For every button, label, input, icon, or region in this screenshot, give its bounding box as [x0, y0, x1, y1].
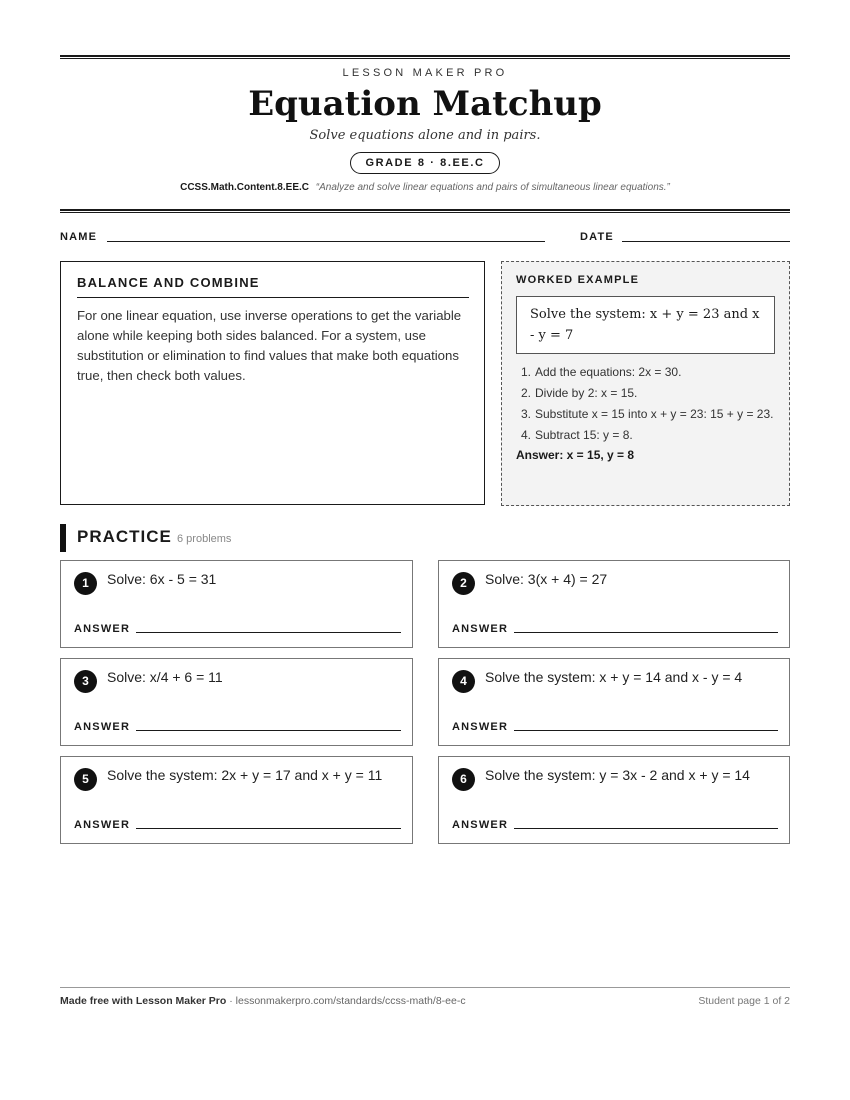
problem-number-badge: 5 [74, 768, 97, 791]
worked-example-step: 1. Add the equations: 2x = 30. [521, 365, 682, 379]
practice-title: PRACTICE [77, 527, 172, 546]
problem-card-5 [60, 756, 413, 844]
problem-card-4 [438, 658, 790, 746]
grade-badge: GRADE 8 · 8.EE.C [350, 152, 499, 174]
problem-number-badge: 6 [452, 768, 475, 791]
footer-credit [60, 995, 466, 1007]
problem-card-3 [60, 658, 413, 746]
name-field[interactable] [107, 241, 545, 242]
worked-example-problem: Solve the system: x + y = 23 and x - y = 7 [516, 296, 775, 354]
answer-label: ANSWER [452, 623, 509, 635]
problem-text: Solve: 3(x + 4) = 27 [485, 571, 608, 587]
standard-line [60, 182, 790, 193]
problem-number-badge: 3 [74, 670, 97, 693]
problem-number-badge: 2 [452, 572, 475, 595]
worked-example-answer: Answer: x = 15, y = 8 [516, 448, 635, 462]
standard-code: CCSS.Math.Content.8.EE.C [180, 182, 309, 193]
footer-rule [60, 987, 790, 988]
page-title: Equation Matchup [248, 84, 602, 124]
answer-field-4[interactable] [514, 730, 778, 731]
answer-field-6[interactable] [514, 828, 778, 829]
page-subtitle: Solve equations alone and in pairs. [309, 128, 541, 143]
answer-label: ANSWER [74, 623, 131, 635]
answer-label: ANSWER [452, 721, 509, 733]
answer-field-3[interactable] [136, 730, 401, 731]
worked-example-step: 4. Subtract 15: y = 8. [521, 428, 633, 442]
answer-label: ANSWER [74, 819, 131, 831]
footer-url[interactable]: lessonmakerpro.com/standards/ccss-math/8-ee-c [235, 995, 466, 1007]
footer-separator: · [226, 995, 236, 1007]
footer-made-with: Made free with Lesson Maker Pro [60, 995, 227, 1007]
worked-example-step: 3. Substitute x = 15 into x + y = 23: 15 + y = 23. [521, 407, 774, 421]
worked-example-title: WORKED EXAMPLE [516, 274, 640, 286]
worksheet-page [60, 0, 790, 1100]
answer-field-1[interactable] [136, 632, 401, 633]
problem-card-6 [438, 756, 790, 844]
practice-count: 6 problems [177, 533, 232, 545]
problem-text: Solve the system: y = 3x - 2 and x + y = 14 [485, 767, 750, 783]
worked-example-step: 2. Divide by 2: x = 15. [521, 386, 638, 400]
problem-card-1 [60, 560, 413, 648]
answer-field-2[interactable] [514, 632, 778, 633]
date-label: DATE [580, 231, 614, 243]
brand-name: LESSON MAKER PRO [342, 67, 508, 79]
concept-title: BALANCE AND COMBINE [77, 275, 469, 298]
concept-box [60, 261, 485, 505]
standard-description: “Analyze and solve linear equations and pairs of simultaneous linear equations.” [315, 182, 670, 193]
practice-accent-bar [60, 524, 66, 552]
problem-text: Solve the system: 2x + y = 17 and x + y = 11 [107, 767, 383, 783]
problem-number-badge: 1 [74, 572, 97, 595]
header-bottom-double-rule [60, 209, 790, 213]
footer-page-number: Student page 1 of 2 [698, 995, 790, 1007]
worked-example-steps [516, 363, 775, 444]
grade-badge-row [60, 152, 790, 174]
problem-text: Solve the system: x + y = 14 and x - y = 4 [485, 669, 743, 685]
name-label: NAME [60, 231, 98, 243]
problem-number-badge: 4 [452, 670, 475, 693]
date-field[interactable] [622, 241, 790, 242]
answer-label: ANSWER [74, 721, 131, 733]
concept-text: For one linear equation, use inverse operations to get the variable alone while keeping both sides balanced. For a system, use substitution or elimination to find values that make both equations true, then check both values. [77, 308, 462, 383]
answer-label: ANSWER [452, 819, 509, 831]
problem-text: Solve: 6x - 5 = 31 [107, 571, 217, 587]
answer-field-5[interactable] [136, 828, 401, 829]
top-double-rule [60, 55, 790, 59]
problem-text: Solve: x/4 + 6 = 11 [107, 669, 223, 685]
problem-card-2 [438, 560, 790, 648]
worked-example-box [501, 261, 790, 506]
